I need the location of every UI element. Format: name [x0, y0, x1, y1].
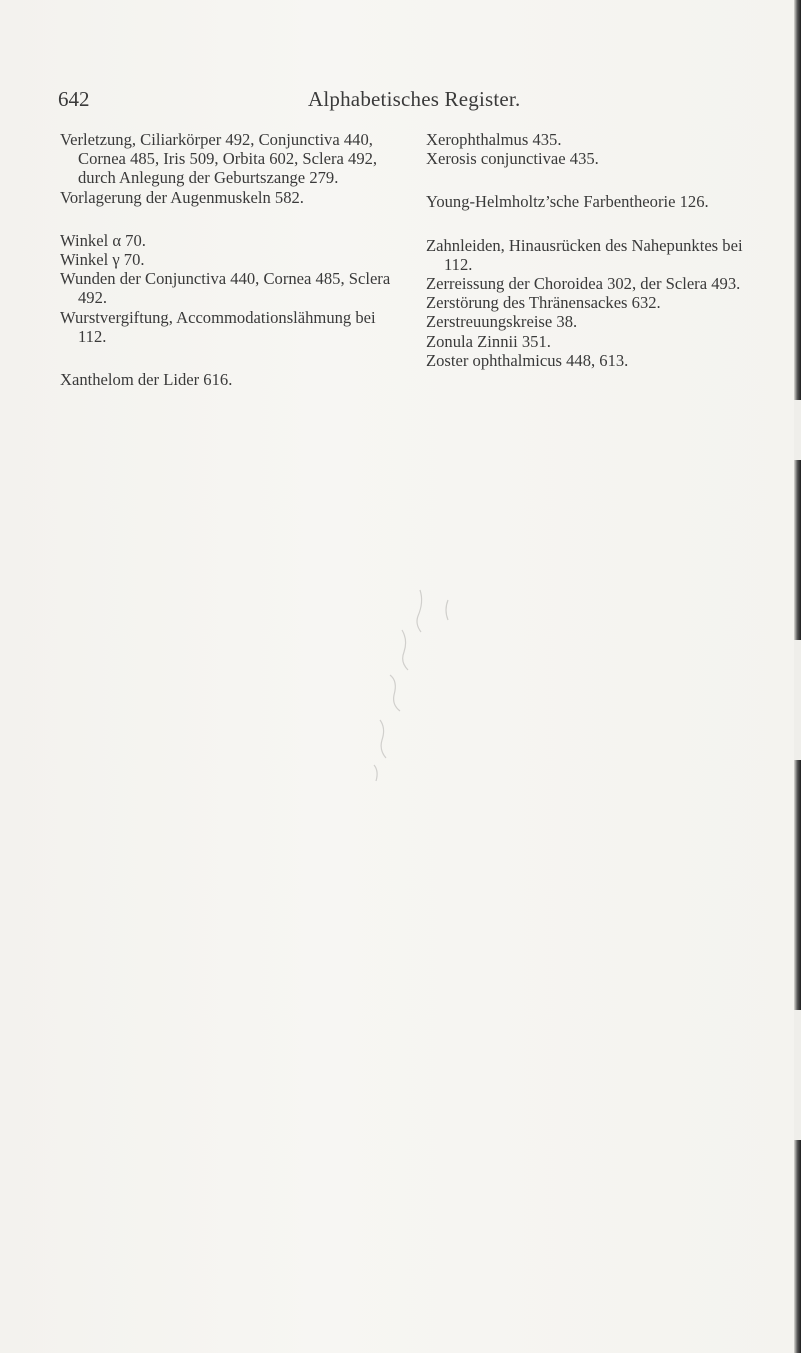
right-column [426, 130, 768, 370]
index-entry-zahnleiden: Zahnleiden, Hinausrücken des Nahepunktes bei 112. [426, 235, 743, 274]
page-header [58, 86, 698, 112]
show-through-marks [360, 580, 480, 810]
left-column [60, 130, 402, 389]
running-head: Alphabetisches Register. [308, 87, 521, 111]
index-entry-zerstoerung: Zerstörung des Thränensackes 632. [426, 293, 661, 313]
index-entry-zerstreuungskreise: Zerstreuungskreise 38. [426, 312, 578, 332]
index-entry-winkel-alpha: Winkel α 70. [60, 230, 146, 250]
index-entry-xanthelom: Xanthelom der Lider 616. [60, 370, 233, 390]
index-entry-vorlagerung: Vorlagerung der Augenmuskeln 582. [60, 187, 304, 207]
page-number: 642 [58, 87, 90, 111]
index-entry-winkel-gamma: Winkel γ 70. [60, 250, 145, 270]
index-entry-zonula: Zonula Zinnii 351. [426, 331, 551, 351]
index-entry-xerophthalmus: Xerophthalmus 435. [426, 130, 562, 149]
index-entry-zerreissung: Zerreissung der Choroidea 302, der Sclera 493. [426, 274, 741, 294]
index-entry-zoster: Zoster ophthalmicus 448, 613. [426, 350, 629, 370]
index-entry-young-helmholtz: Young-Helmholtz’sche Farbentheorie 126. [426, 192, 709, 212]
index-entry-wurstvergiftung: Wurstvergiftung, Accommodationslähmung bei 112. [60, 307, 376, 346]
index-entry-wunden: Wunden der Conjunctiva 440, Cornea 485, Sclera 492. [60, 269, 391, 308]
index-entry-xerosis: Xerosis conjunctivae 435. [426, 149, 599, 169]
index-entry-verletzung: Verletzung, Ciliarkörper 492, Conjunctiva 440, Cornea 485, Iris 509, Orbita 602, Sclera 492, durch Anlegung der Geburtszange 279. [60, 130, 378, 188]
